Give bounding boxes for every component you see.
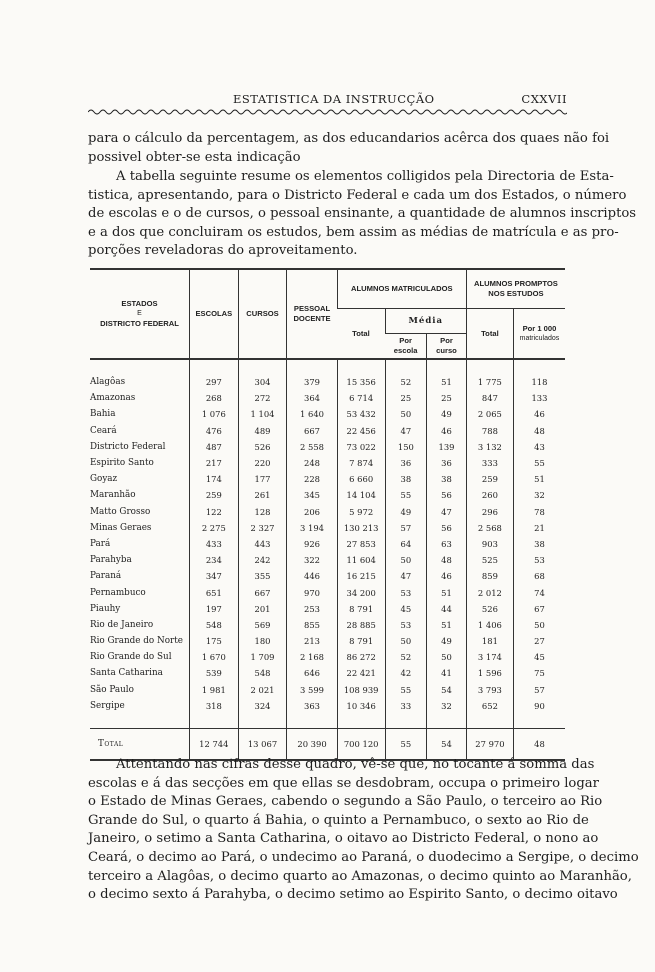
cell-promptos-total: 3 174 [466, 649, 513, 665]
cell-promptos-por-1000: 53 [513, 552, 565, 568]
cell-promptos-por-1000: 27 [513, 633, 565, 649]
cell-media-por-escola: 50 [385, 552, 426, 568]
cell-escolas: 476 [189, 423, 238, 439]
table-row [90, 633, 565, 649]
cell-state-name: Rio de Janeiro [90, 619, 154, 630]
cell-state-name: Rio Grande do Norte [90, 636, 183, 647]
cell-promptos-total: 259 [466, 471, 513, 487]
cell-state-name: Espirito Santo [90, 458, 154, 469]
cell-cursos: 220 [238, 455, 287, 471]
header-alumnos-promptos [466, 269, 565, 309]
table-row [90, 406, 565, 422]
cell-promptos-total: 526 [466, 601, 513, 617]
total-escolas: 12 744 [189, 728, 238, 760]
cell-pessoal-docente: 322 [287, 552, 337, 568]
cell-media-por-curso: 51 [427, 617, 467, 633]
spacer-cell [427, 714, 467, 729]
spacer-cell [90, 714, 189, 729]
cell-escolas: 433 [189, 536, 238, 552]
cell-matriculados-total: 10 346 [337, 698, 385, 714]
table-row [90, 665, 565, 681]
cell-pessoal-docente: 646 [287, 665, 337, 681]
cell-cursos: 667 [238, 584, 287, 600]
cell-state-name: Sergipe [90, 700, 125, 711]
cell-matriculados-total: 108 939 [337, 682, 385, 698]
table-row [90, 584, 565, 600]
cell-matriculados-total: 34 200 [337, 584, 385, 600]
cell-media-por-curso: 139 [427, 439, 467, 455]
cell-state-name: São Paulo [90, 684, 134, 695]
cell-promptos-por-1000: 48 [513, 423, 565, 439]
cell-pessoal-docente: 855 [287, 617, 337, 633]
cell-media-por-escola: 33 [385, 698, 426, 714]
cell-matriculados-total: 22 456 [337, 423, 385, 439]
spacer-cell [238, 359, 287, 374]
cell-cursos: 1 709 [238, 649, 287, 665]
total-media-por-curso: 54 [427, 728, 467, 760]
cell-state-name: Maranhão [90, 490, 136, 501]
cell-media-por-escola: 47 [385, 568, 426, 584]
cell-matriculados-total: 6 660 [337, 471, 385, 487]
cell-pessoal-docente: 248 [287, 455, 337, 471]
cell-media-por-curso: 25 [427, 390, 467, 406]
table-row [90, 455, 565, 471]
cell-pessoal-docente: 2 558 [287, 439, 337, 455]
cell-cursos: 526 [238, 439, 287, 455]
cell-matriculados-total: 53 432 [337, 406, 385, 422]
spacer-cell [238, 714, 287, 729]
cell-pessoal-docente: 667 [287, 423, 337, 439]
cell-state-name: Ceará [90, 425, 117, 436]
cell-cursos: 443 [238, 536, 287, 552]
cell-promptos-total: 847 [466, 390, 513, 406]
cell-promptos-total: 1 406 [466, 617, 513, 633]
cell-escolas: 347 [189, 568, 238, 584]
table-row [90, 504, 565, 520]
cell-matriculados-total: 6 714 [337, 390, 385, 406]
cell-media-por-curso: 46 [427, 423, 467, 439]
table-row [90, 536, 565, 552]
cell-cursos: 548 [238, 665, 287, 681]
cell-cursos: 242 [238, 552, 287, 568]
cell-promptos-por-1000: 74 [513, 584, 565, 600]
cell-cursos: 180 [238, 633, 287, 649]
header-pessoal-docente [287, 269, 337, 359]
cell-escolas: 217 [189, 455, 238, 471]
text-line: Grande do Sul, o quarto á Bahia, o quinto a Pernambuco, o sexto ao Rio de [88, 812, 589, 828]
spacer-row [90, 359, 565, 374]
header-por-escola: Por escola [385, 334, 426, 360]
text-line: Ceará, o decimo ao Pará, o undecimo ao Paraná, o duodecimo a Sergipe, o decimo [88, 849, 639, 865]
cell-escolas: 2 275 [189, 520, 238, 536]
cell-matriculados-total: 8 791 [337, 633, 385, 649]
cell-promptos-total: 181 [466, 633, 513, 649]
cell-media-por-curso: 51 [427, 374, 467, 390]
header-text: DOCENTE [293, 314, 331, 323]
cell-state-name: Rio Grande do Sul [90, 652, 172, 663]
cell-escolas: 297 [189, 374, 238, 390]
cell-media-por-escola: 53 [385, 617, 426, 633]
cell-escolas: 1 981 [189, 682, 238, 698]
cell-matriculados-total: 7 874 [337, 455, 385, 471]
cell-promptos-total: 296 [466, 504, 513, 520]
header-text: ESTADOS [121, 299, 158, 308]
cell-media-por-curso: 50 [427, 649, 467, 665]
header-text: Por 1 000 [522, 323, 557, 333]
spacer-cell [337, 359, 385, 374]
cell-media-por-curso: 38 [427, 471, 467, 487]
paragraph-table-intro [88, 168, 637, 261]
cell-media-por-curso: 49 [427, 633, 467, 649]
cell-media-por-curso: 49 [427, 406, 467, 422]
cell-cursos: 1 104 [238, 406, 287, 422]
header-estados [90, 269, 189, 359]
spacer-cell [466, 714, 513, 729]
cell-pessoal-docente: 228 [287, 471, 337, 487]
cell-promptos-por-1000: 32 [513, 487, 565, 503]
cell-matriculados-total: 22 421 [337, 665, 385, 681]
cell-pessoal-docente: 970 [287, 584, 337, 600]
cell-escolas: 487 [189, 439, 238, 455]
table-row [90, 471, 565, 487]
cell-pessoal-docente: 213 [287, 633, 337, 649]
cell-escolas: 539 [189, 665, 238, 681]
cell-promptos-total: 3 793 [466, 682, 513, 698]
table-row [90, 487, 565, 503]
cell-promptos-total: 3 132 [466, 439, 513, 455]
table-row [90, 439, 565, 455]
header-matriculados-total: Total [337, 309, 385, 360]
cell-cursos: 177 [238, 471, 287, 487]
table-row [90, 552, 565, 568]
cell-media-por-escola: 64 [385, 536, 426, 552]
cell-promptos-por-1000: 43 [513, 439, 565, 455]
cell-promptos-total: 2 568 [466, 520, 513, 536]
spacer-cell [287, 359, 337, 374]
cell-media-por-curso: 63 [427, 536, 467, 552]
header-por-1000 [513, 309, 565, 360]
header-text: ALUMNOS PROMPTOS [474, 279, 558, 288]
cell-matriculados-total: 15 356 [337, 374, 385, 390]
cell-promptos-total: 859 [466, 568, 513, 584]
cell-escolas: 651 [189, 584, 238, 600]
cell-cursos: 2 327 [238, 520, 287, 536]
cell-escolas: 234 [189, 552, 238, 568]
cell-media-por-escola: 36 [385, 455, 426, 471]
cell-escolas: 1 670 [189, 649, 238, 665]
table-row [90, 601, 565, 617]
cell-media-por-curso: 36 [427, 455, 467, 471]
spacer-cell [466, 359, 513, 374]
cell-escolas: 318 [189, 698, 238, 714]
table-row [90, 682, 565, 698]
cell-matriculados-total: 14 104 [337, 487, 385, 503]
header-text: NOS ESTUDOS [488, 289, 544, 298]
cell-media-por-escola: 53 [385, 584, 426, 600]
text-line: Janeiro, o setimo a Santa Catharina, o oitavo ao Districto Federal, o nono ao [88, 831, 599, 847]
cell-escolas: 1 076 [189, 406, 238, 422]
spacer-cell [287, 714, 337, 729]
table-row [90, 374, 565, 390]
table-body [90, 359, 565, 760]
cell-media-por-escola: 52 [385, 649, 426, 665]
cell-promptos-por-1000: 51 [513, 471, 565, 487]
cell-state-name: Parahyba [90, 555, 132, 566]
cell-media-por-escola: 55 [385, 487, 426, 503]
cell-cursos: 355 [238, 568, 287, 584]
cell-media-por-curso: 47 [427, 504, 467, 520]
cell-pessoal-docente: 363 [287, 698, 337, 714]
paragraph-intro [88, 130, 610, 167]
cell-promptos-por-1000: 45 [513, 649, 565, 665]
total-pessoal-docente: 20 390 [287, 728, 337, 760]
cell-escolas: 268 [189, 390, 238, 406]
cell-promptos-por-1000: 68 [513, 568, 565, 584]
total-cursos: 13 067 [238, 728, 287, 760]
cell-pessoal-docente: 2 168 [287, 649, 337, 665]
cell-media-por-curso: 56 [427, 520, 467, 536]
cell-state-name: Pernambuco [90, 587, 146, 598]
header-por-curso: Por curso [427, 334, 467, 360]
cell-pessoal-docente: 3 599 [287, 682, 337, 698]
cell-escolas: 175 [189, 633, 238, 649]
paragraph-analysis [88, 756, 639, 905]
cell-state-name: Piauhy [90, 603, 121, 614]
cell-media-por-curso: 56 [427, 487, 467, 503]
decorative-wavy-rule [88, 108, 567, 116]
header-text: E [137, 310, 142, 317]
cell-matriculados-total: 5 972 [337, 504, 385, 520]
spacer-cell [189, 359, 238, 374]
spacer-cell [513, 714, 565, 729]
cell-promptos-por-1000: 78 [513, 504, 565, 520]
header-promptos-total: Total [466, 309, 513, 360]
spacer-cell [385, 359, 426, 374]
table-row [90, 520, 565, 536]
cell-cursos: 128 [238, 504, 287, 520]
header-alumnos-matriculados: ALUMNOS MATRICULADOS [337, 269, 466, 309]
spacer-row [90, 714, 565, 729]
cell-media-por-curso: 46 [427, 568, 467, 584]
text-line: de escolas e o de cursos, o pessoal ensinante, a quantidade de alumnos inscriptos [88, 206, 637, 222]
cell-promptos-total: 903 [466, 536, 513, 552]
header-text: DISTRICTO FEDERAL [100, 319, 179, 328]
cell-matriculados-total: 73 022 [337, 439, 385, 455]
cell-escolas: 548 [189, 617, 238, 633]
spacer-cell [189, 714, 238, 729]
statistics-table [90, 268, 565, 761]
cell-media-por-curso: 44 [427, 601, 467, 617]
cell-cursos: 489 [238, 423, 287, 439]
cell-escolas: 259 [189, 487, 238, 503]
cell-promptos-por-1000: 55 [513, 455, 565, 471]
text-line: para o cálculo da percentagem, as dos educandarios acêrca dos quaes não foi [88, 131, 610, 146]
cell-cursos: 569 [238, 617, 287, 633]
cell-media-por-escola: 150 [385, 439, 426, 455]
header-cursos: CURSOS [238, 269, 287, 359]
spacer-cell [385, 714, 426, 729]
cell-cursos: 272 [238, 390, 287, 406]
cell-media-por-escola: 52 [385, 374, 426, 390]
cell-media-por-escola: 25 [385, 390, 426, 406]
cell-matriculados-total: 8 791 [337, 601, 385, 617]
text-line: possivel obter-se esta indicação [88, 149, 301, 165]
table-row [90, 423, 565, 439]
total-media-por-escola: 55 [385, 728, 426, 760]
cell-media-por-escola: 42 [385, 665, 426, 681]
cell-promptos-total: 1 596 [466, 665, 513, 681]
spacer-cell [90, 359, 189, 374]
cell-pessoal-docente: 253 [287, 601, 337, 617]
cell-media-por-escola: 50 [385, 633, 426, 649]
text-line: o decimo sexto á Parahyba, o decimo setimo ao Espirito Santo, o decimo oitavo [88, 887, 618, 903]
cell-promptos-total: 2 065 [466, 406, 513, 422]
cell-promptos-por-1000: 38 [513, 536, 565, 552]
text-line: e a dos que concluiram os estudos, bem assim as médias de matrícula e as pro- [88, 224, 619, 240]
table-row [90, 568, 565, 584]
cell-media-por-escola: 49 [385, 504, 426, 520]
cell-promptos-total: 260 [466, 487, 513, 503]
page-number: CXXVII [521, 92, 567, 106]
cell-cursos: 261 [238, 487, 287, 503]
cell-cursos: 324 [238, 698, 287, 714]
cell-promptos-total: 788 [466, 423, 513, 439]
cell-promptos-total: 2 012 [466, 584, 513, 600]
table-row [90, 390, 565, 406]
spacer-cell [427, 359, 467, 374]
cell-escolas: 174 [189, 471, 238, 487]
cell-media-por-escola: 57 [385, 520, 426, 536]
text-line: terceiro a Alagôas, o decimo quarto ao Amazonas, o decimo quinto ao Maranhão, [88, 868, 632, 884]
cell-promptos-total: 525 [466, 552, 513, 568]
cell-state-name: Districto Federal [90, 441, 166, 452]
table-row [90, 649, 565, 665]
cell-matriculados-total: 11 604 [337, 552, 385, 568]
text-line: Attentando nas cifras desse quadro, vê-se que, no tocante á somma das [116, 757, 595, 772]
cell-media-por-curso: 51 [427, 584, 467, 600]
running-title: ESTATISTICA DA INSTRUCÇÃO [233, 92, 435, 106]
cell-promptos-por-1000: 57 [513, 682, 565, 698]
text-line: A tabella seguinte resume os elementos colligidos pela Directoria de Esta- [116, 169, 614, 184]
cell-state-name: Minas Geraes [90, 522, 152, 533]
cell-promptos-total: 652 [466, 698, 513, 714]
total-promptos-por-1000: 48 [513, 728, 565, 760]
cell-promptos-por-1000: 21 [513, 520, 565, 536]
cell-promptos-total: 333 [466, 455, 513, 471]
spacer-cell [513, 359, 565, 374]
cell-media-por-curso: 41 [427, 665, 467, 681]
total-matriculados-total: 700 120 [337, 728, 385, 760]
cell-state-name: Alagôas [90, 377, 126, 388]
cell-pessoal-docente: 345 [287, 487, 337, 503]
spacer-cell [337, 714, 385, 729]
cell-cursos: 2 021 [238, 682, 287, 698]
cell-pessoal-docente: 3 194 [287, 520, 337, 536]
cell-promptos-por-1000: 118 [513, 374, 565, 390]
cell-pessoal-docente: 379 [287, 374, 337, 390]
cell-state-name: Santa Catharina [90, 668, 163, 679]
total-state-name: Total [90, 728, 189, 760]
cell-matriculados-total: 28 885 [337, 617, 385, 633]
header-text: matriculados [519, 334, 560, 342]
cell-promptos-por-1000: 46 [513, 406, 565, 422]
cell-promptos-total: 1 775 [466, 374, 513, 390]
cell-promptos-por-1000: 75 [513, 665, 565, 681]
cell-state-name: Pará [90, 538, 111, 549]
cell-cursos: 304 [238, 374, 287, 390]
cell-media-por-escola: 55 [385, 682, 426, 698]
cell-media-por-curso: 54 [427, 682, 467, 698]
cell-pessoal-docente: 1 640 [287, 406, 337, 422]
cell-media-por-escola: 50 [385, 406, 426, 422]
text-line: o Estado de Minas Geraes, cabendo o segundo a São Paulo, o terceiro ao Rio [88, 794, 603, 810]
cell-promptos-por-1000: 133 [513, 390, 565, 406]
total-promptos-total: 27 970 [466, 728, 513, 760]
cell-pessoal-docente: 364 [287, 390, 337, 406]
text-line: escolas e á das secções em que ellas se desdobram, occupa o primeiro logar [88, 775, 599, 791]
cell-cursos: 201 [238, 601, 287, 617]
cell-state-name: Amazonas [90, 393, 136, 404]
cell-promptos-por-1000: 90 [513, 698, 565, 714]
cell-media-por-escola: 47 [385, 423, 426, 439]
text-line: tistica, apresentando, para o Districto Federal e cada um dos Estados, o número [88, 187, 627, 203]
cell-promptos-por-1000: 50 [513, 617, 565, 633]
cell-media-por-curso: 32 [427, 698, 467, 714]
cell-pessoal-docente: 206 [287, 504, 337, 520]
cell-escolas: 122 [189, 504, 238, 520]
table-row [90, 617, 565, 633]
cell-matriculados-total: 16 215 [337, 568, 385, 584]
cell-state-name: Matto Grosso [90, 506, 151, 517]
cell-media-por-escola: 45 [385, 601, 426, 617]
cell-state-name: Bahia [90, 409, 116, 420]
cell-matriculados-total: 86 272 [337, 649, 385, 665]
cell-media-por-curso: 48 [427, 552, 467, 568]
cell-matriculados-total: 27 853 [337, 536, 385, 552]
cell-state-name: Paraná [90, 571, 122, 582]
header-media: Média [385, 309, 466, 334]
cell-pessoal-docente: 926 [287, 536, 337, 552]
cell-state-name: Goyaz [90, 474, 118, 485]
table-row [90, 698, 565, 714]
cell-matriculados-total: 130 213 [337, 520, 385, 536]
header-escolas: ESCOLAS [189, 269, 238, 359]
cell-promptos-por-1000: 67 [513, 601, 565, 617]
header-text: PESSOAL [293, 304, 331, 313]
cell-escolas: 197 [189, 601, 238, 617]
text-line: porções reveladoras do aproveitamento. [88, 243, 358, 259]
cell-pessoal-docente: 446 [287, 568, 337, 584]
cell-media-por-escola: 38 [385, 471, 426, 487]
